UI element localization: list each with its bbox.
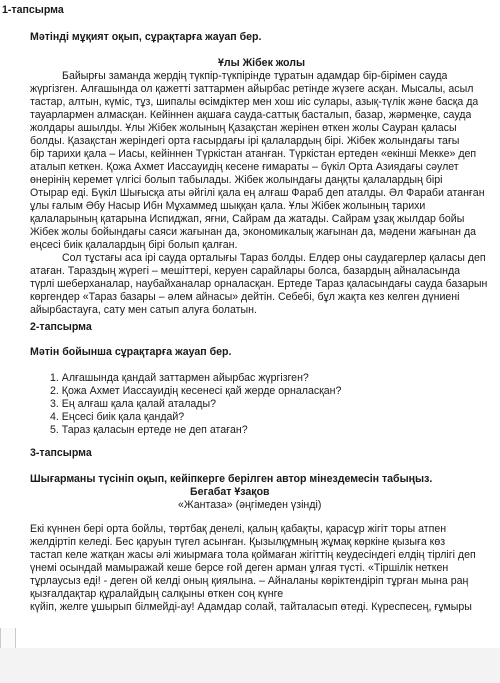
text-line: тұрлаусыз еді! - деген ой келді оның қиялына. – Айналаны көріктендіріп тұрған мына раң bbox=[30, 575, 469, 587]
text-line: Жібек жолы бойындағы саяси жағынан да, экономикалық жағынан да, мәдени жағынан да bbox=[30, 226, 477, 238]
text-line: желдіртіп келеді. Бес қаруын түгел асынған. Қызылқұмның жұмақ көркіне қызыға көз bbox=[30, 536, 446, 548]
question-item: 2. Қожа Ахмет Иассауидің кесенесі қай жерде орналасқан? bbox=[50, 385, 342, 397]
text-line: жүргізген. Алғашында ол қажетті заттармен айырбас ретінде жүзеге асқан. Мысалы, асыл bbox=[30, 83, 474, 95]
task2-instruction: Мәтін бойынша сұрақтарға жауап бер. bbox=[30, 346, 232, 358]
task3-heading: 3-тапсырма bbox=[30, 447, 92, 459]
text-line: тастар, алтын, күміс, тұз, шипалы өсімдіктер мен хош иіс сулары, азық-түлік және басқа да bbox=[30, 96, 479, 108]
question-item: 5. Тараз қаласын ертеде не деп атаған? bbox=[50, 424, 248, 436]
text-line: бір тарихи қала – Иасы, кейіннен Түркістан атанған. Түркістан ертеден «екінші Мекке» деп bbox=[30, 148, 477, 160]
text-line: болды. Қазақстан жеріндегі орта ғасырдағы ірі қалалардың бірі. Жібек жолындағы тағы bbox=[30, 135, 460, 147]
text-line: күйіп, желге ұшырып білмейді-ау! Адамдар солай, тайталасып өтеді. Күреспесең, ғұмыры bbox=[30, 601, 472, 613]
task2-heading: 2-тапсырма bbox=[30, 321, 92, 333]
text-line: тауарлармен алмасқан. Кейіннен ақшаға сауда-саттық басталып, базар, жәрмеңке, сауда bbox=[30, 109, 472, 121]
text-title: Ұлы Жібек жолы bbox=[218, 57, 306, 69]
story-subtitle: «Жантаза» (әңгімеден үзінді) bbox=[178, 499, 322, 511]
text-line: Отырар еді. Бүкіл Шығысқа аты әйгілі қала ең алғаш Фараб деп аталды. Әл Фараби атанған bbox=[30, 187, 485, 199]
text-line: көргендер «Тараз базары – әлем айнасы» дейтін. Себебі, бұл жақта кез келген дүниені bbox=[30, 291, 460, 303]
text-line: атаған. Тараздың жүрегі – мешіттері, керуен сарайлары болса, базардың айналасында bbox=[30, 265, 461, 277]
task1-heading: 1-тапсырма bbox=[2, 4, 64, 16]
text-line: түрлі шеберханалар, наубайханалар орналасқан. Ертеде Тараз қаласындағы сауда базарын bbox=[30, 278, 488, 290]
text-line: аталып кеткен. Қожа Ахмет Иассауидің кесене ғимараты – бүкіл Орта Азиядағы сәулет bbox=[30, 161, 459, 173]
question-item: 1. Алғашында қандай заттармен айырбас жүргізген? bbox=[50, 372, 309, 384]
text-line: өнерінің керемет үлгісі болып табылады. Жібек жолындағы даңқты қалалардың бірі bbox=[30, 174, 443, 186]
text-line: жолдары ашылды. Ұлы Жібек жолының Қазақстан жерінен өткен жолы Сауран қаласы bbox=[30, 122, 457, 134]
text-line: Байырғы заманда жердің түкпір-түкпірінде тұратын адамдар бір-бірімен сауда bbox=[62, 70, 448, 82]
task1-instruction: Мәтінді мұқият оқып, сұрақтарға жауап бер. bbox=[30, 31, 262, 43]
text-line: тастап келе жатқан жасы әлі жиырмаға тола қоймаған жігіттің кеудесіндегі елдің тірлігі деп bbox=[30, 549, 476, 561]
text-line: айырбастауға, сату мен сатып алуға болатын. bbox=[30, 304, 257, 316]
question-item: 4. Еңсесі биік қала қандай? bbox=[50, 411, 185, 423]
text-line: ұлы ғалым Әбу Насыр Ибн Мұхаммед шыққан қала. Ұлы Жібек жолының тарихи bbox=[30, 200, 426, 212]
text-line: Екі күннен бері орта бойлы, төртбақ денелі, қалың қабақты, қарасұр жігіт торы атпен bbox=[30, 523, 447, 535]
page-bottom-margin bbox=[0, 648, 500, 683]
text-line: үнемі осындай мамыражай кеше берсе ғой деген арман ұлғая түсті. «Тіршілік неткен bbox=[30, 562, 449, 574]
text-line: еңсесі биік қалалардың бірі болып қалған. bbox=[30, 239, 238, 251]
question-item: 3. Ең алғаш қала қалай аталады? bbox=[50, 398, 216, 410]
author-name: Бегабат Ұзақов bbox=[190, 486, 270, 498]
text-line: қызғалдақтар құралайдың салқыны өткен соң күнге bbox=[30, 588, 284, 600]
text-line: Сол тұстағы аса ірі сауда орталығы Тараз болды. Елдер оны саудагерлер қаласы деп bbox=[62, 252, 486, 264]
task3-instruction: Шығарманы түсініп оқып, кейіпкерге берілген автор мінездемесін табыңыз. bbox=[30, 473, 433, 485]
text-line: қалаларының қатарына Испиджап, яғни, Сайрам да жатады. Сайрам ұзақ жылдар бойы bbox=[30, 213, 465, 225]
